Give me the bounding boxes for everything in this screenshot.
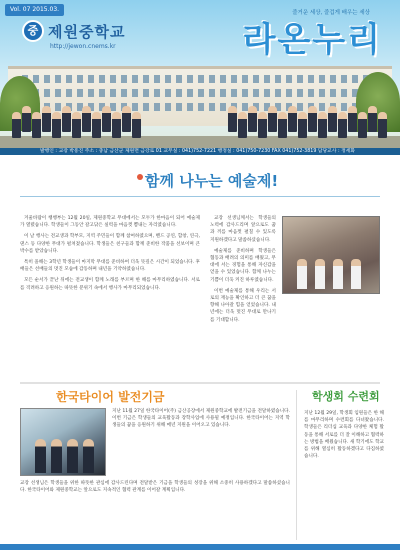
volume-label: Vol. 07 2015.03. bbox=[5, 4, 64, 16]
student-figure bbox=[12, 112, 21, 138]
student-figure bbox=[112, 112, 121, 138]
school-logo[interactable] bbox=[22, 20, 125, 42]
article-title: 학생회 수련회 bbox=[312, 390, 380, 403]
student-figure bbox=[338, 112, 347, 138]
article-body: 지난 12월 29일, 학생회 임원들은 한 해를 마무리하며 수련회를 다녀왔습니다. 학생들은 리더십 교육과 다양한 체험 활동을 통해 서로를 더 잘 이해하고 협력하는 방법을 배웠습니다. 새 학기에도 학교를 위해 열심히 활동하겠다고 다짐하였습니다. bbox=[304, 411, 384, 460]
student-figure bbox=[228, 106, 237, 132]
article-title: 한국타이어 발전기금 bbox=[56, 390, 165, 404]
flower-icon bbox=[137, 174, 143, 180]
student-figure bbox=[32, 112, 41, 138]
student-figure bbox=[82, 106, 91, 132]
students-group bbox=[0, 98, 400, 148]
student-figure bbox=[22, 106, 31, 132]
festival-photo bbox=[282, 216, 380, 294]
column-separator bbox=[296, 390, 297, 540]
paragraph: 겨울바람이 쌩쌩부는 12월 20일, 제원중학교 무대에서는 모두가 한마음이 되어 예술제가 열렸습니다. 학생들이 그동안 갈고닦은 실력을 마음껏 뽐내는 자리였습니다. bbox=[20, 216, 200, 229]
student-figure bbox=[358, 112, 367, 138]
student-figure bbox=[122, 106, 131, 132]
school-photo bbox=[0, 58, 400, 148]
student-figure bbox=[62, 106, 71, 132]
school-name: 제원중학교 bbox=[48, 22, 126, 41]
student-figure bbox=[72, 112, 81, 138]
donation-photo bbox=[20, 408, 106, 476]
footer-bar bbox=[0, 544, 400, 550]
student-figure bbox=[92, 112, 101, 138]
student-figure bbox=[348, 106, 357, 132]
student-figure bbox=[238, 112, 247, 138]
paragraph: 이 날 행사는 전교생과 학부모, 지역 주민들이 함께 참여하였으며, 밴드 공연, 합창, 연극, 댄스 등 다양한 무대가 펼쳐졌습니다. 학생들은 친구들과 함께 준비한 작품을 선보이며 큰 박수를 받았습니다. bbox=[20, 234, 200, 254]
article-body-bottom: 교장 선생님은 학생들을 위한 따뜻한 관심에 감사드린다며 전달받은 기금을 학생들의 성장을 위해 소중히 사용하겠다고 말씀하셨습니다. 한국타이어와 제원중학교는 앞으로도 지속적인 협력 관계를 이어갈 계획입니다. bbox=[20, 481, 290, 494]
article-title: 함께 나누는 예술제! bbox=[145, 172, 279, 190]
student-figure bbox=[42, 106, 51, 132]
article-retreat bbox=[304, 388, 384, 538]
title-rule bbox=[20, 196, 380, 197]
school-seal-icon: 중 bbox=[22, 20, 44, 42]
newsletter-tagline: 즐거운 세상, 즐겁게 배우는 세상 bbox=[292, 10, 370, 16]
student-figure bbox=[52, 112, 61, 138]
student-figure bbox=[278, 112, 287, 138]
student-figure bbox=[318, 112, 327, 138]
student-figure bbox=[368, 106, 377, 132]
student-figure bbox=[248, 106, 257, 132]
paragraph: 교장 선생님께서는 학생들의 노력에 감사드리며 앞으로도 꿈과 끼를 마음껏 펼칠 수 있도록 지원하겠다고 말씀하셨습니다. bbox=[210, 216, 276, 243]
article-body-left bbox=[20, 215, 200, 296]
section-divider bbox=[20, 382, 380, 384]
newsletter-title: 라온누리 bbox=[242, 20, 382, 60]
article-body: 지난 11월 27일 한국타이어(주) 금산공장에서 제원중학교에 발전기금을 전달하였습니다. 이번 기금은 학생들의 교육활동과 장학사업에 사용될 예정입니다. 한국타이어는 지역 학생들의 꿈을 응원하기 위해 매년 지원을 이어오고 있습니다. bbox=[112, 409, 290, 429]
student-figure bbox=[102, 106, 111, 132]
publisher-info: 발행인 : 교장 박흥진 주소 : 충남 금산군 제원면 금강로 01 교무실 : 041)752-7221 행정실 : 041)750-7230 FAX 041)752-3819 담당교사 : 정세화 bbox=[0, 148, 400, 155]
student-figure bbox=[378, 112, 387, 138]
article-art-festival bbox=[20, 170, 380, 380]
student-figure bbox=[258, 112, 267, 138]
paragraph: 이번 예술제를 통해 우리는 서로의 재능을 확인하고 더 큰 꿈을 향해 나아갈 힘을 얻었습니다. 내년에는 더욱 멋진 무대로 만나기를 기대합니다. bbox=[210, 288, 276, 323]
student-figure bbox=[298, 112, 307, 138]
student-figure bbox=[132, 112, 141, 138]
student-figure bbox=[308, 106, 317, 132]
article-donation bbox=[20, 388, 290, 538]
student-figure bbox=[268, 106, 277, 132]
student-figure bbox=[328, 106, 337, 132]
masthead bbox=[0, 0, 400, 155]
school-url-link[interactable]: http://jewon.cnems.kr bbox=[50, 43, 116, 50]
paragraph: 예술제를 준비하며 학생들은 협동과 배려의 의미를 배웠고, 무대에 서는 경험을 통해 자신감을 얻을 수 있었습니다. 함께 나누는 기쁨이 더욱 커진 하루였습니다. bbox=[210, 248, 276, 283]
student-figure bbox=[288, 106, 297, 132]
paragraph: 모든 순서가 끝난 뒤에는 전교생이 함께 노래를 부르며 한 해를 마무리하였습니다. 서로를 격려하고 응원하는 따뜻한 분위기 속에서 행사가 마무리되었습니다. bbox=[20, 278, 200, 291]
paragraph: 특히 올해는 3학년 학생들이 마지막 무대를 준비하여 더욱 뜻깊은 시간이 되었습니다. 후배들은 선배들의 멋진 모습에 감동하며 내년을 기약하였습니다. bbox=[20, 260, 200, 273]
article-body-right bbox=[210, 215, 276, 328]
